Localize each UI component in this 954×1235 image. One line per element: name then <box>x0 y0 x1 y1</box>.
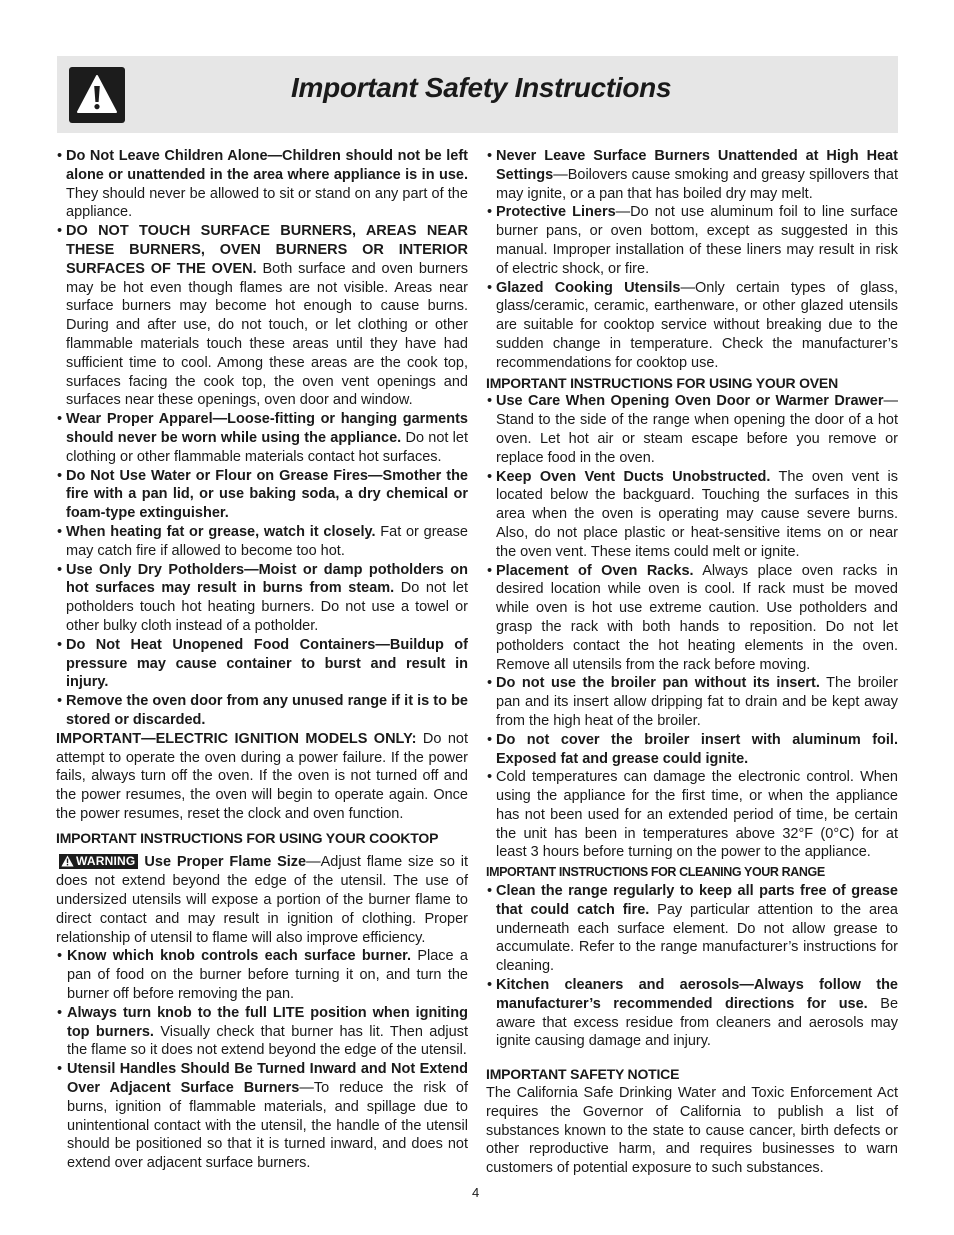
list-item: • Use Care When Opening Oven Door or Warmer Drawer—Stand to the side of the range when opening the door of a hot oven. Let hot air or steam escape before you remove or replace food in the oven. <box>486 392 898 467</box>
list-item: • DO NOT TOUCH SURFACE BURNERS, AREAS NEAR THESE BURNERS, OVEN BURNERS OR INTERIOR SURFACES OF THE OVEN. Both surface and oven burners may be hot even though flames are not visible. Areas near surface burners may become hot enough to cause burns. During and after use, do not touch, or let clothing or other flammable materials touch these areas until they have had sufficient time to cool. Among these areas are the cook top, surfaces facing the cook top, the oven vent openings and surfaces near these openings, oven door and window. <box>56 222 468 410</box>
list-item: • Cold temperatures can damage the electronic control. When using the appliance for the first time, or when the appliance has not been used for an extended period of time, be certain the unit has been in temperatures above 32°F (0°C) for at least 3 hours before turning on the power to the appliance. <box>486 768 898 862</box>
list-item: • Protective Liners—Do not use aluminum foil to line surface burner pans, or oven bottom, except as suggested in this manual. Improper installation of these liners may result in risk of electric shock, or fire. <box>486 203 898 278</box>
electric-ignition-note: IMPORTANT—ELECTRIC IGNITION MODELS ONLY: Do not attempt to operate the oven during a power failure. If the power fails, always turn off the oven. If the oven is not turned off and the power resumes, the oven will begin to operate again. Once the power resumes, reset the clock and oven function. <box>56 730 468 822</box>
list-item: • Do Not Heat Unopened Food Containers—Buildup of pressure may cause container to burst and result in injury. <box>56 636 468 692</box>
list-item: • Never Leave Surface Burners Unattended at High Heat Settings—Boilovers cause smoking and greasy spillovers that may ignite, or a pan that has boiled dry may melt. <box>486 147 898 203</box>
left-column <box>56 147 468 1173</box>
list-item: • When heating fat or grease, watch it closely. Fat or grease may catch fire if allowed to become too hot. <box>56 523 468 561</box>
page-number: 4 <box>472 1185 480 1200</box>
warning-exclamation-icon <box>69 67 125 123</box>
safety-notice-heading: IMPORTANT SAFETY NOTICE <box>486 1066 680 1083</box>
right-column <box>486 147 898 1178</box>
warning-badge: WARNING <box>59 854 138 869</box>
cooktop-heading: IMPORTANT INSTRUCTIONS FOR USING YOUR COOKTOP <box>56 829 439 846</box>
list-item: • Do Not Leave Children Alone—Children should not be left alone or unattended in the area where appliance is in use. They should never be allowed to sit or stand on any part of the appliance. <box>56 147 468 222</box>
list-item: • Do not cover the broiler insert with aluminum foil. Exposed fat and grease could ignite. <box>486 731 898 769</box>
list-item: • Do not use the broiler pan without its insert. The broiler pan and its insert allow dripping fat to drain and be kept away from the high heat of the broiler. <box>486 674 898 730</box>
list-item: • Keep Oven Vent Ducts Unobstructed. The oven vent is located below the backguard. Touching the surfaces in this area when the oven is operating may cause severe burns. Also, do not place plastic or heat-sensitive items on or near the oven vent. These items could melt or ignite. <box>486 468 898 562</box>
list-item: • Wear Proper Apparel—Loose-fitting or hanging garments should never be worn while using the appliance. Do not let clothing or other flammable materials contact hot surfaces. <box>56 410 468 466</box>
oven-heading: IMPORTANT INSTRUCTIONS FOR USING YOUR OVEN <box>486 374 838 391</box>
list-item: • Remove the oven door from any unused range if it is to be stored or discarded. <box>56 692 468 730</box>
list-item: • Placement of Oven Racks. Always place oven racks in desired location while oven is cool. If rack must be moved while oven is hot use extreme caution. Use potholders and grasp the rack with both hands to reposition. Do not let potholders contact the hot heating elements in the oven. Remove all utensils from the rack before moving. <box>486 562 898 675</box>
warning-triangle-icon <box>61 855 74 867</box>
list-item: • Do Not Use Water or Flour on Grease Fires—Smother the fire with a pan lid, or use baking soda, a dry chemical or foam-type extinguisher. <box>56 467 468 523</box>
list-item: • Always turn knob to the full LITE position when igniting top burners. Visually check that burner has lit. Then adjust the flame so it does not extend beyond the edge of the utensil. <box>56 1004 468 1060</box>
cleaning-heading: IMPORTANT INSTRUCTIONS FOR CLEANING YOUR RANGE <box>486 865 825 880</box>
page-title: Important Safety Instructions <box>291 72 672 103</box>
list-item: • Kitchen cleaners and aerosols—Always follow the manufacturer’s recommended directions for use. Be aware that excess residue from cleaners and aerosols may ignite causing damage and injury. <box>486 976 898 1051</box>
list-item: • Use Only Dry Potholders—Moist or damp potholders on hot surfaces may result in burns from steam. Do not let potholders touch hot heating burners. Do not use a towel or other bulky cloth instead of a potholder. <box>56 561 468 636</box>
page-header <box>57 56 898 133</box>
list-item: • Know which knob controls each surface burner. Place a pan of food on the burner before turning it on, and turn the burner off before removing the pan. <box>56 947 468 1003</box>
safety-notice-text: The California Safe Drinking Water and Toxic Enforcement Act requires the Governor of California to publish a list of substances known to the state to cause cancer, birth defects or other reproductive harm, and requires businesses to warn customers of potential exposure to such substances. <box>486 1085 898 1177</box>
warning-paragraph: WARNING Use Proper Flame Size—Adjust flame size so it does not extend beyond the edge of the utensil. The use of undersized utensils will expose a portion of the burner flame to direct contact and may result in ignition of clothing. Proper relationship of utensil to flame will also improve efficiency. <box>56 854 468 946</box>
list-item: • Utensil Handles Should Be Turned Inward and Not Extend Over Adjacent Surface Burners—To reduce the risk of burns, ignition of flammable materials, and spillage due to unintentional contact with the utensil, the handle of the utensil should be positioned so that it is turned inward, and does not extend over adjacent surface burners. <box>56 1060 468 1173</box>
list-item: • Glazed Cooking Utensils—Only certain types of glass, glass/ceramic, ceramic, earthenware, or other glazed utensils are suitable for cooktop service without breaking due to the sudden change in temperature. Check the manufacturer’s recommendations for cooktop use. <box>486 279 898 373</box>
list-item: • Clean the range regularly to keep all parts free of grease that could catch fire. Pay particular attention to the area underneath each surface element. Do not allow grease to accumulate. Refer to the range manufacturer’s instructions for cleaning. <box>486 882 898 976</box>
